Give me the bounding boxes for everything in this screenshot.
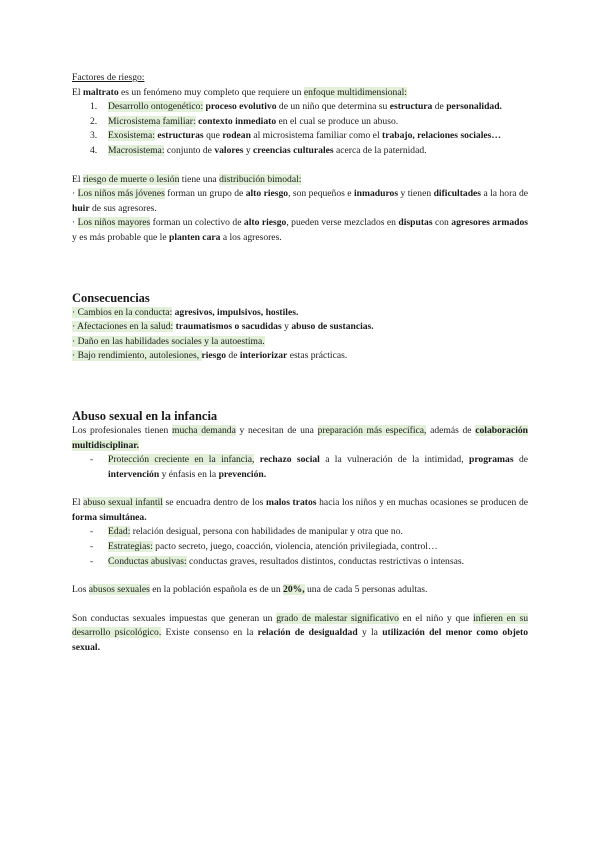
consequence-item: · Daño en las habilidades sociales y la autoestima. (72, 335, 265, 347)
list-item: - Edad: relación desigual, persona con habilidades de manipular y otra que no. (90, 526, 403, 538)
paragraph-abuse-definition: El abuso sexual infantil se encuadra dentro de los malos tratos hacia los niños y en muchas ocasiones se producen de forma simultánea. (72, 497, 528, 523)
paragraph-maltrato: El maltrato es un fenómeno muy completo que requiere un enfoque multidimensional: (72, 86, 407, 98)
heading-child-sexual-abuse: Abuso sexual en la infancia (72, 408, 218, 423)
section-title-risk-factors: Factores de riesgo: (72, 72, 145, 83)
list-item: - Protección creciente en la infancia, rechazo social a la vulneración de la intimidad, programas de intervención y énfasis en la prevención. (90, 454, 528, 480)
paragraph-professionals: Los profesionales tienen mucha demanda y necesitan de una preparación más específica, además de colaboración multidisciplinar. (72, 424, 528, 451)
consequence-item: · Cambios en la conducta: agresivos, impulsivos, hostiles. (72, 306, 299, 318)
paragraph-older-children: · Los niños mayores forman un colectivo de alto riesgo, pueden verse mezclados en disputas con agresores armados y es más probable que le planten cara a los agresores. (72, 217, 528, 243)
dash-list-characteristics (72, 525, 528, 569)
list-item: 3. Exosistema: estructuras que rodean al microsistema familiar como el trabajo, relaciones sociales… (90, 130, 501, 142)
document-page (72, 71, 528, 656)
dash-list-protection (72, 453, 528, 482)
consequence-item: · Afectaciones en la salud: traumatismos o sacudidas y abuso de sustancias. (72, 321, 374, 333)
list-item: - Estrategias: pacto secreto, juego, coacción, violencia, atención privilegiada, control… (90, 541, 438, 553)
list-item: 4. Macrosistema: conjunto de valores y creencias culturales acerca de la paternidad. (90, 144, 427, 156)
list-item: - Conductas abusivas: conductas graves, resultados distintos, conductas restrictivas o intensas. (90, 555, 464, 567)
paragraph-young-children: · Los niños más jóvenes forman un grupo de alto riesgo, son pequeños e inmaduros y tienen dificultades a la hora de huir de sus agresores. (72, 188, 529, 214)
paragraph-risk-distribution: El riesgo de muerte o lesión tiene una distribución bimodal: (72, 173, 302, 185)
list-item: 2. Microsistema familiar: contexto inmediato en el cual se produce un abuso. (90, 115, 399, 127)
heading-consequences: Consecuencias (72, 290, 150, 305)
list-item: 1. Desarrollo ontogenético: proceso evolutivo de un niño que determina su estructura de personalidad. (90, 101, 502, 113)
risk-factor-list (72, 100, 528, 158)
paragraph-prevalence: Los abusos sexuales en la población española es de un 20%, una de cada 5 personas adultas. (72, 584, 428, 596)
consequence-item: · Bajo rendimiento, autolesiones, riesgo de interiorizar estas prácticas. (72, 350, 348, 362)
paragraph-imposed-conduct: Son conductas sexuales impuestas que generan un grado de malestar significativo en el niño y que infieren en su desarrollo psicológico. Existe consenso en la relación de desigualdad y la utilización del menor como objeto sexual. (72, 612, 529, 654)
